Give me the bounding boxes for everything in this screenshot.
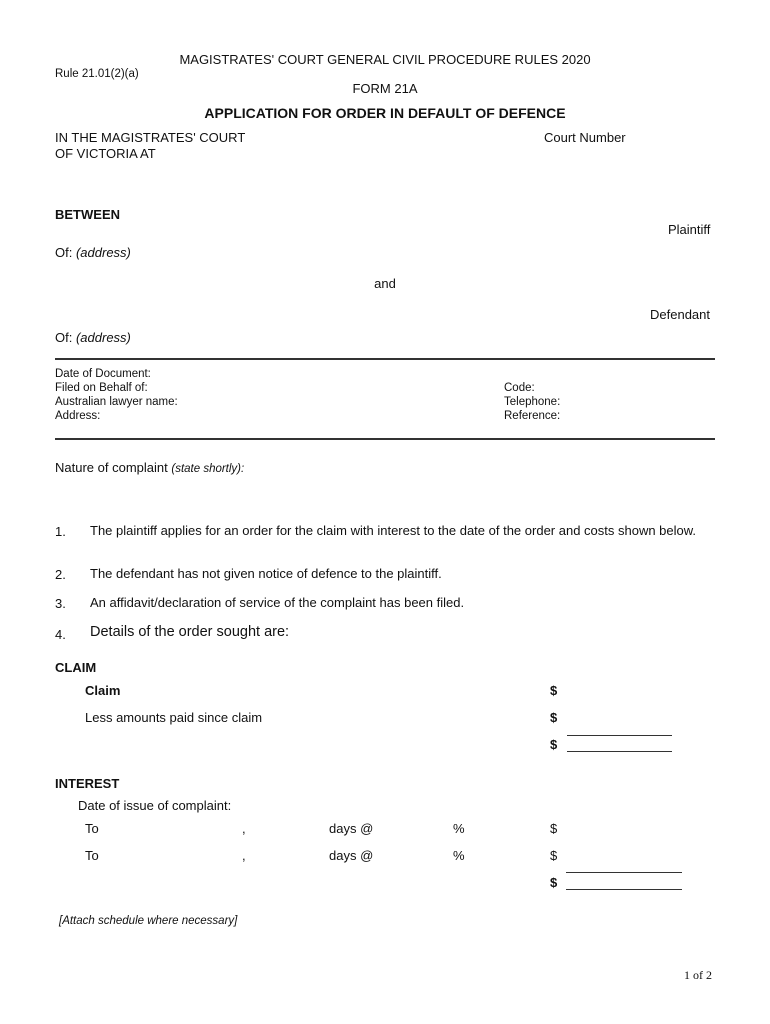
dollar-sign: $ — [550, 848, 558, 863]
rules-title: MAGISTRATES' COURT GENERAL CIVIL PROCEDURE RULES 2020 — [179, 52, 591, 67]
interest-heading: INTEREST — [55, 776, 120, 791]
nature-of-complaint — [55, 460, 244, 475]
interest-subtotal-line — [566, 872, 682, 873]
item-number: 4. — [55, 627, 66, 642]
percent-sign: % — [453, 821, 465, 836]
plaintiff-label: Plaintiff — [668, 222, 711, 237]
reference-label: Reference: — [504, 410, 561, 422]
less-amounts-label: Less amounts paid since claim — [85, 710, 263, 725]
days-label: days @ — [329, 848, 374, 863]
form-number: FORM 21A — [352, 81, 418, 96]
interest-total-line — [566, 889, 682, 890]
item-number: 2. — [55, 567, 66, 582]
percent-sign: % — [453, 848, 465, 863]
date-of-issue-label: Date of issue of complaint: — [78, 798, 232, 813]
claim-heading: CLAIM — [55, 660, 97, 675]
divider-bottom — [55, 438, 715, 440]
rule-reference: Rule 21.01(2)(a) — [55, 68, 139, 80]
item-text: An affidavit/declaration of service of the complaint has been filed. — [90, 595, 465, 610]
page-number: 1 of 2 — [684, 968, 712, 982]
dollar-sign: $ — [550, 683, 558, 698]
days-label: days @ — [329, 821, 374, 836]
subtotal-line — [567, 735, 672, 736]
dollar-sign: $ — [550, 875, 558, 890]
filed-on-behalf: Filed on Behalf of: — [55, 382, 148, 394]
complaint-hint: (state shortly): — [171, 463, 245, 475]
address-hint: (address) — [75, 245, 131, 260]
comma: , — [242, 821, 246, 836]
code-label: Code: — [504, 382, 535, 394]
address-hint: (address) — [75, 330, 131, 345]
lawyer-name: Australian lawyer name: — [55, 396, 178, 408]
of-label: Of: — [55, 330, 73, 345]
address-label: Address: — [55, 410, 101, 422]
complaint-label: Nature of complaint — [55, 460, 168, 475]
court-line-2: OF VICTORIA AT — [55, 146, 156, 161]
item-text: The defendant has not given notice of defence to the plaintiff. — [90, 566, 442, 581]
date-of-document: Date of Document: — [55, 368, 151, 380]
dollar-sign: $ — [550, 737, 558, 752]
attach-note: [Attach schedule where necessary] — [59, 915, 238, 927]
of-label: Of: — [55, 245, 73, 260]
item-text: The plaintiff applies for an order for the claim with interest to the date of the order and costs shown below. — [90, 523, 697, 538]
court-number-label: Court Number — [544, 130, 626, 145]
dollar-sign: $ — [550, 710, 558, 725]
dollar-sign: $ — [550, 821, 558, 836]
divider-top — [55, 358, 715, 360]
defendant-address — [55, 330, 131, 345]
defendant-label: Defendant — [650, 307, 710, 322]
item-number: 3. — [55, 596, 66, 611]
between-label: BETWEEN — [55, 207, 120, 222]
comma: , — [242, 848, 246, 863]
court-line-1: IN THE MAGISTRATES' COURT — [55, 130, 246, 145]
total-line — [567, 751, 672, 752]
to-label: To — [85, 848, 99, 863]
to-label: To — [85, 821, 99, 836]
claim-label: Claim — [85, 683, 121, 698]
form-title: APPLICATION FOR ORDER IN DEFAULT OF DEFENCE — [204, 105, 566, 121]
telephone-label: Telephone: — [504, 396, 561, 408]
plaintiff-address — [55, 245, 131, 260]
item-number: 1. — [55, 524, 66, 539]
and-label: and — [374, 276, 396, 291]
item-text: Details of the order sought are: — [90, 624, 290, 640]
